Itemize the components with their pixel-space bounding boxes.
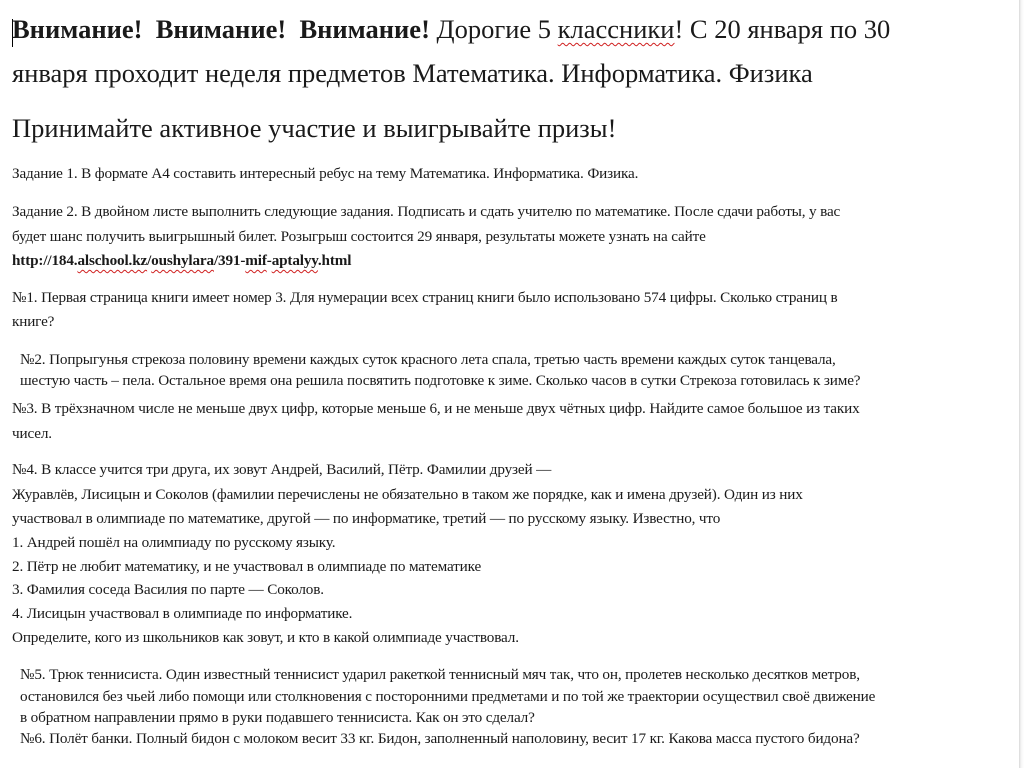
url-part: .html bbox=[317, 252, 352, 269]
task-2-line-2: будет шанс получить выигрышный билет. Розыгрыш состоится 29 января, результаты можете узнать на сайте bbox=[12, 228, 706, 245]
problem-6: №6. Полёт банки. Полный бидон с молоком весит 33 кг. Бидон, заполненный наполовину, весит 17 кг. Какова масса пустого бидона? bbox=[20, 730, 860, 747]
url-part: / bbox=[147, 252, 152, 269]
heading-line-3: Принимайте активное участие и выигрывайте призы! bbox=[12, 113, 617, 143]
url-part: http://184. bbox=[12, 252, 78, 269]
task-2-line-1: Задание 2. В двойном листе выполнить следующие задания. Подписать и сдать учителю по математике. После сдачи работы, у вас bbox=[12, 203, 841, 220]
url-part: - bbox=[266, 252, 272, 269]
problem-5-line-3: в обратном направлении прямо в руки подавшего теннисиста. Как он это сделал? bbox=[20, 709, 535, 726]
heading-line-1 bbox=[12, 14, 890, 45]
problem-4-condition-1: 1. Андрей пошёл на олимпиаду по русскому языку. bbox=[12, 534, 336, 551]
problem-4-condition-2: 2. Пётр не любит математику, и не участвовал в олимпиаде по математике bbox=[12, 558, 482, 575]
problem-1-line-1: №1. Первая страница книги имеет номер 3. Для нумерации всех страниц книги было использовано 574 цифры. Сколько страниц в bbox=[12, 289, 838, 306]
url-part-misspelled: oushylara bbox=[151, 252, 214, 269]
problem-4-question: Определите, кого из школьников как зовут, и кто в какой олимпиаде участвовал. bbox=[12, 629, 519, 646]
problem-4-line-3: участвовал в олимпиаде по математике, другой — по информатике, третий — по русскому языку. Известно, что bbox=[12, 510, 721, 527]
results-url-link[interactable] bbox=[12, 252, 351, 270]
url-part-misspelled: mif bbox=[245, 252, 267, 269]
greeting-pre: Дорогие 5 bbox=[436, 14, 552, 44]
problem-5-line-1: №5. Трюк теннисиста. Один известный теннисист ударил ракеткой теннисный мяч так, что он, пролетев несколько десятков метров, bbox=[20, 666, 860, 683]
problem-4-condition-3: 3. Фамилия соседа Василия по парте — Соколов. bbox=[12, 581, 324, 598]
url-part: /391- bbox=[213, 252, 246, 269]
problem-2-line-2: шестую часть – пела. Остальное время она решила посвятить подготовке к зиме. Сколько часов в сутки Стрекоза готовилась к зиме? bbox=[20, 372, 861, 389]
problem-4-condition-4: 4. Лисицын участвовал в олимпиаде по информатике. bbox=[12, 605, 353, 622]
task-1: Задание 1. В формате А4 составить интересный ребус на тему Математика. Информатика. Физика. bbox=[12, 165, 639, 182]
problem-3-line-2: чисел. bbox=[12, 425, 52, 442]
attention-3: Внимание! bbox=[299, 14, 430, 44]
problem-1-line-2: книге? bbox=[12, 313, 55, 330]
attention-2: Внимание! bbox=[155, 14, 287, 44]
greeting-post: ! С 20 января по 30 bbox=[674, 14, 891, 44]
problem-2-line-1: №2. Попрыгунья стрекоза половину времени каждых суток красного лета спала, третью часть времени каждых суток танцевала, bbox=[20, 351, 836, 368]
url-part-misspelled: alschool.kz bbox=[77, 252, 148, 269]
problem-4-line-1: №4. В классе учится три друга, их зовут Андрей, Василий, Пётр. Фамилии друзей — bbox=[12, 461, 552, 478]
misspelled-word[interactable]: классники bbox=[557, 14, 675, 44]
problem-3-line-1: №3. В трёхзначном числе не меньше двух цифр, которые меньше 6, и не меньше двух чётных цифр. Найдите самое большое из таких bbox=[12, 400, 860, 417]
problem-4-line-2: Журавлёв, Лисицын и Соколов (фамилии перечислены не обязательно в таком же порядке, как и имена друзей). Один из них bbox=[12, 486, 803, 503]
page-edge-divider bbox=[1019, 0, 1024, 768]
attention-1: Внимание! bbox=[12, 14, 143, 44]
heading-line-2: января проходит неделя предметов Математика. Информатика. Физика bbox=[12, 58, 813, 88]
problem-5-line-2: остановился без чьей либо помощи или столкновения с посторонними предметами и по той же траектории осуществил своё движение bbox=[20, 688, 876, 705]
url-part-misspelled: aptalyy bbox=[271, 252, 318, 269]
